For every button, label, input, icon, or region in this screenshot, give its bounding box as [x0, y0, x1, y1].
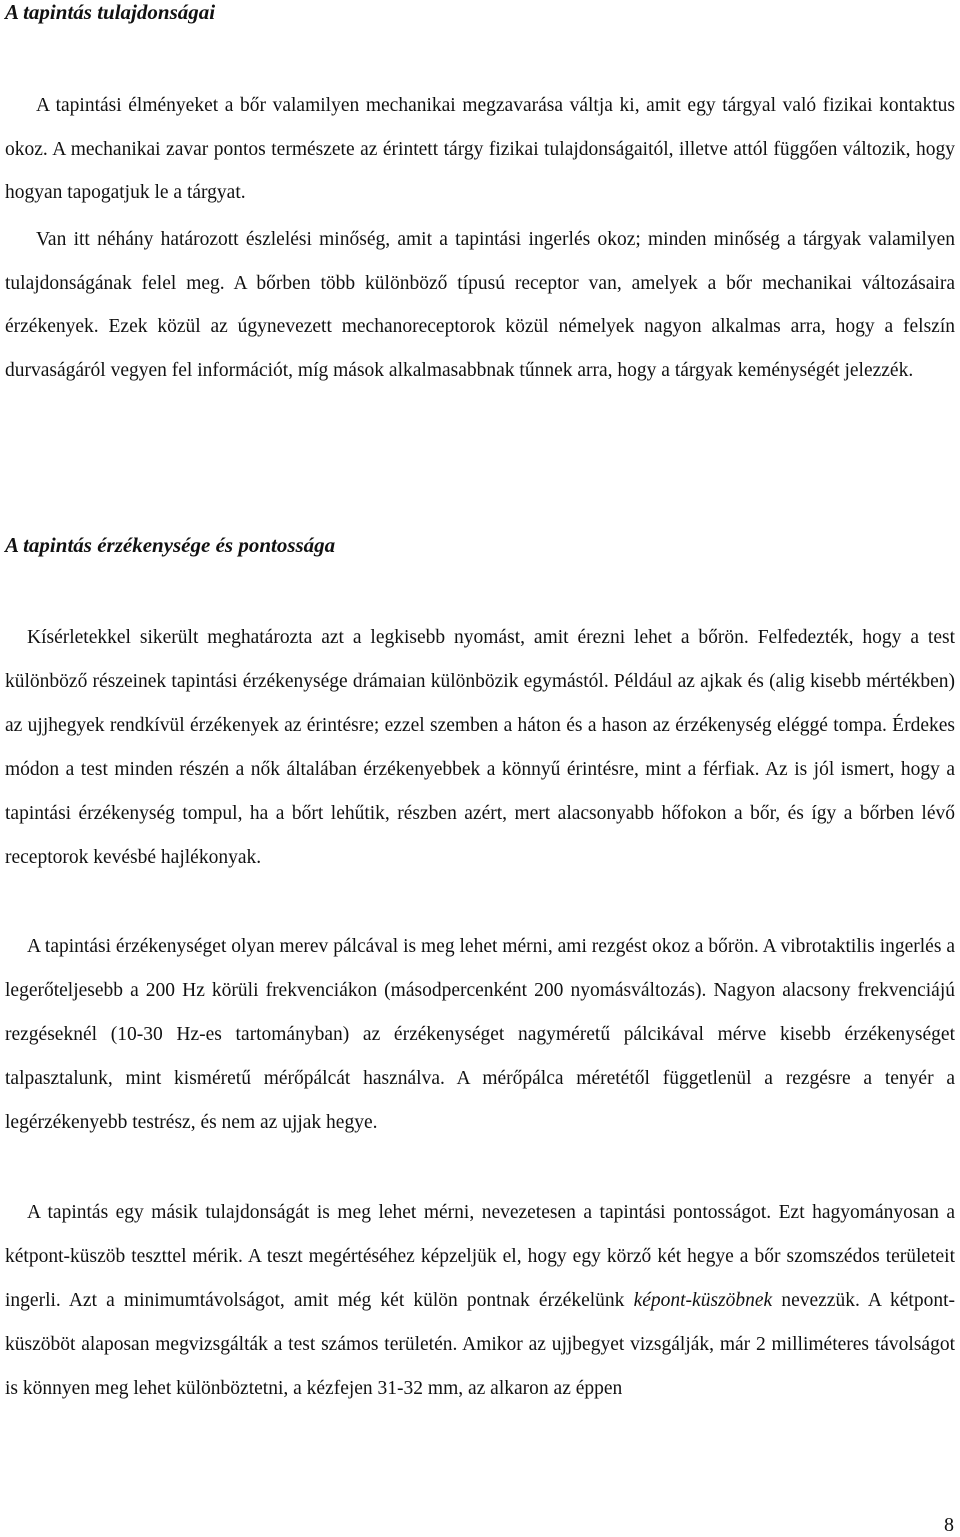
paragraph-tactile-experience: [5, 84, 955, 215]
paragraph-text: A tapintási érzékenységet olyan merev pálcával is meg lehet mérni, ami rezgést okoz a bőrön. A vibrotaktilis ingerlés a legerőteljesebb a 200 Hz körüli frekvenciákon (másodpercenként 200 nyomásváltozás). Nagyon alacsony frekvenciájú rezgéseknél (10-30 Hz-es tartományban) az érzékenységet nagyméretű pálcikával mérve kisebb érzékenységet talpasztalunk, mint kisméretű mérőpálcát használva. A mérőpálca méretétől függetlenül a rezgésre a tenyér a legérzékenyebb testrész, és nem az ujjak hegye.: [5, 936, 955, 1133]
paragraph-text: Van itt néhány határozott észlelési minőség, amit a tapintási ingerlés okoz; minden minőség a tárgyak valamilyen tulajdonságának felel meg. A bőrben több különböző típusú receptor van, amelyek a bőr mechanikai változásaira érzékenyek. Ezek közül az úgynevezett mechanoreceptorok közül némelyek nagyon alkalmas arra, hogy a felszín durvaságáról vegyen fel információt, míg mások alkalmasabbnak tűnnek arra, hogy a tárgyak keménységét jelezzék.: [5, 229, 955, 381]
paragraph-vibrotactile: [5, 925, 955, 1145]
paragraph-text-before: A tapintás egy másik tulajdonságát is meg lehet mérni, nevezetesen a tapintási pontosságot. Ezt hagyományosan a kétpont-küszöb teszttel mérik. A teszt megértéséhez képzeljük el, hogy egy körző két hegye a bőr szomszédos területeit ingerli. Azt a minimumtávolságot, amit még két külön pontnak érzékelünk: [5, 1202, 955, 1311]
paragraph-text: Kísérletekkel sikerült meghatározta azt a legkisebb nyomást, amit érezni lehet a bőrön. Felfedezték, hogy a test különböző részeinek tapintási érzékenysége drámaian különbözik egymástól. Például az ajkak és (alig kisebb mértékben) az ujjhegyek rendkívül érzékenyek az érintésre; ezzel szemben a háton és a hason az érzékenység eléggé tompa. Érdekes módon a test minden részén a nők általában érzékenyebbek a könnyű érintésre, mint a férfiak. Az is jól ismert, hogy a tapintási érzékenység tompul, ha a bőrt lehűtik, részben azért, mert alacsonyabb hőfokon a bőr, és így a bőrben lévő receptorok kevésbé hajlékonyak.: [5, 627, 955, 868]
paragraph-pressure-sensitivity: [5, 616, 955, 880]
paragraph-two-point-threshold: [5, 1191, 955, 1411]
italic-term: képont-küszöbnek: [633, 1290, 773, 1311]
paragraph-perceptual-qualities: [5, 218, 955, 392]
page-number: 8: [944, 1514, 954, 1536]
section-heading-sensitivity: A tapintás érzékenysége és pontossága: [5, 533, 336, 557]
paragraph-text: A tapintási élményeket a bőr valamilyen mechanikai megzavarása váltja ki, amit egy tárgyal való fizikai kontaktus okoz. A mechanikai zavar pontos természete az érintett tárgy fizikai tulajdonságaitól, illetve attól függően változik, hogy hogyan tapogatjuk le a tárgyat.: [5, 95, 955, 203]
paragraph-text-after: nevezzük. A kétpont-küszöböt alaposan megvizsgálták a test számos területén. Amikor az ujjbegyet vizsgálják, már 2 milliméteres távolságot is könnyen meg lehet különböztetni, a kézfejen 31-32 mm, az alkaron az éppen: [5, 1290, 956, 1399]
section-heading-properties: A tapintás tulajdonságai: [5, 0, 216, 24]
